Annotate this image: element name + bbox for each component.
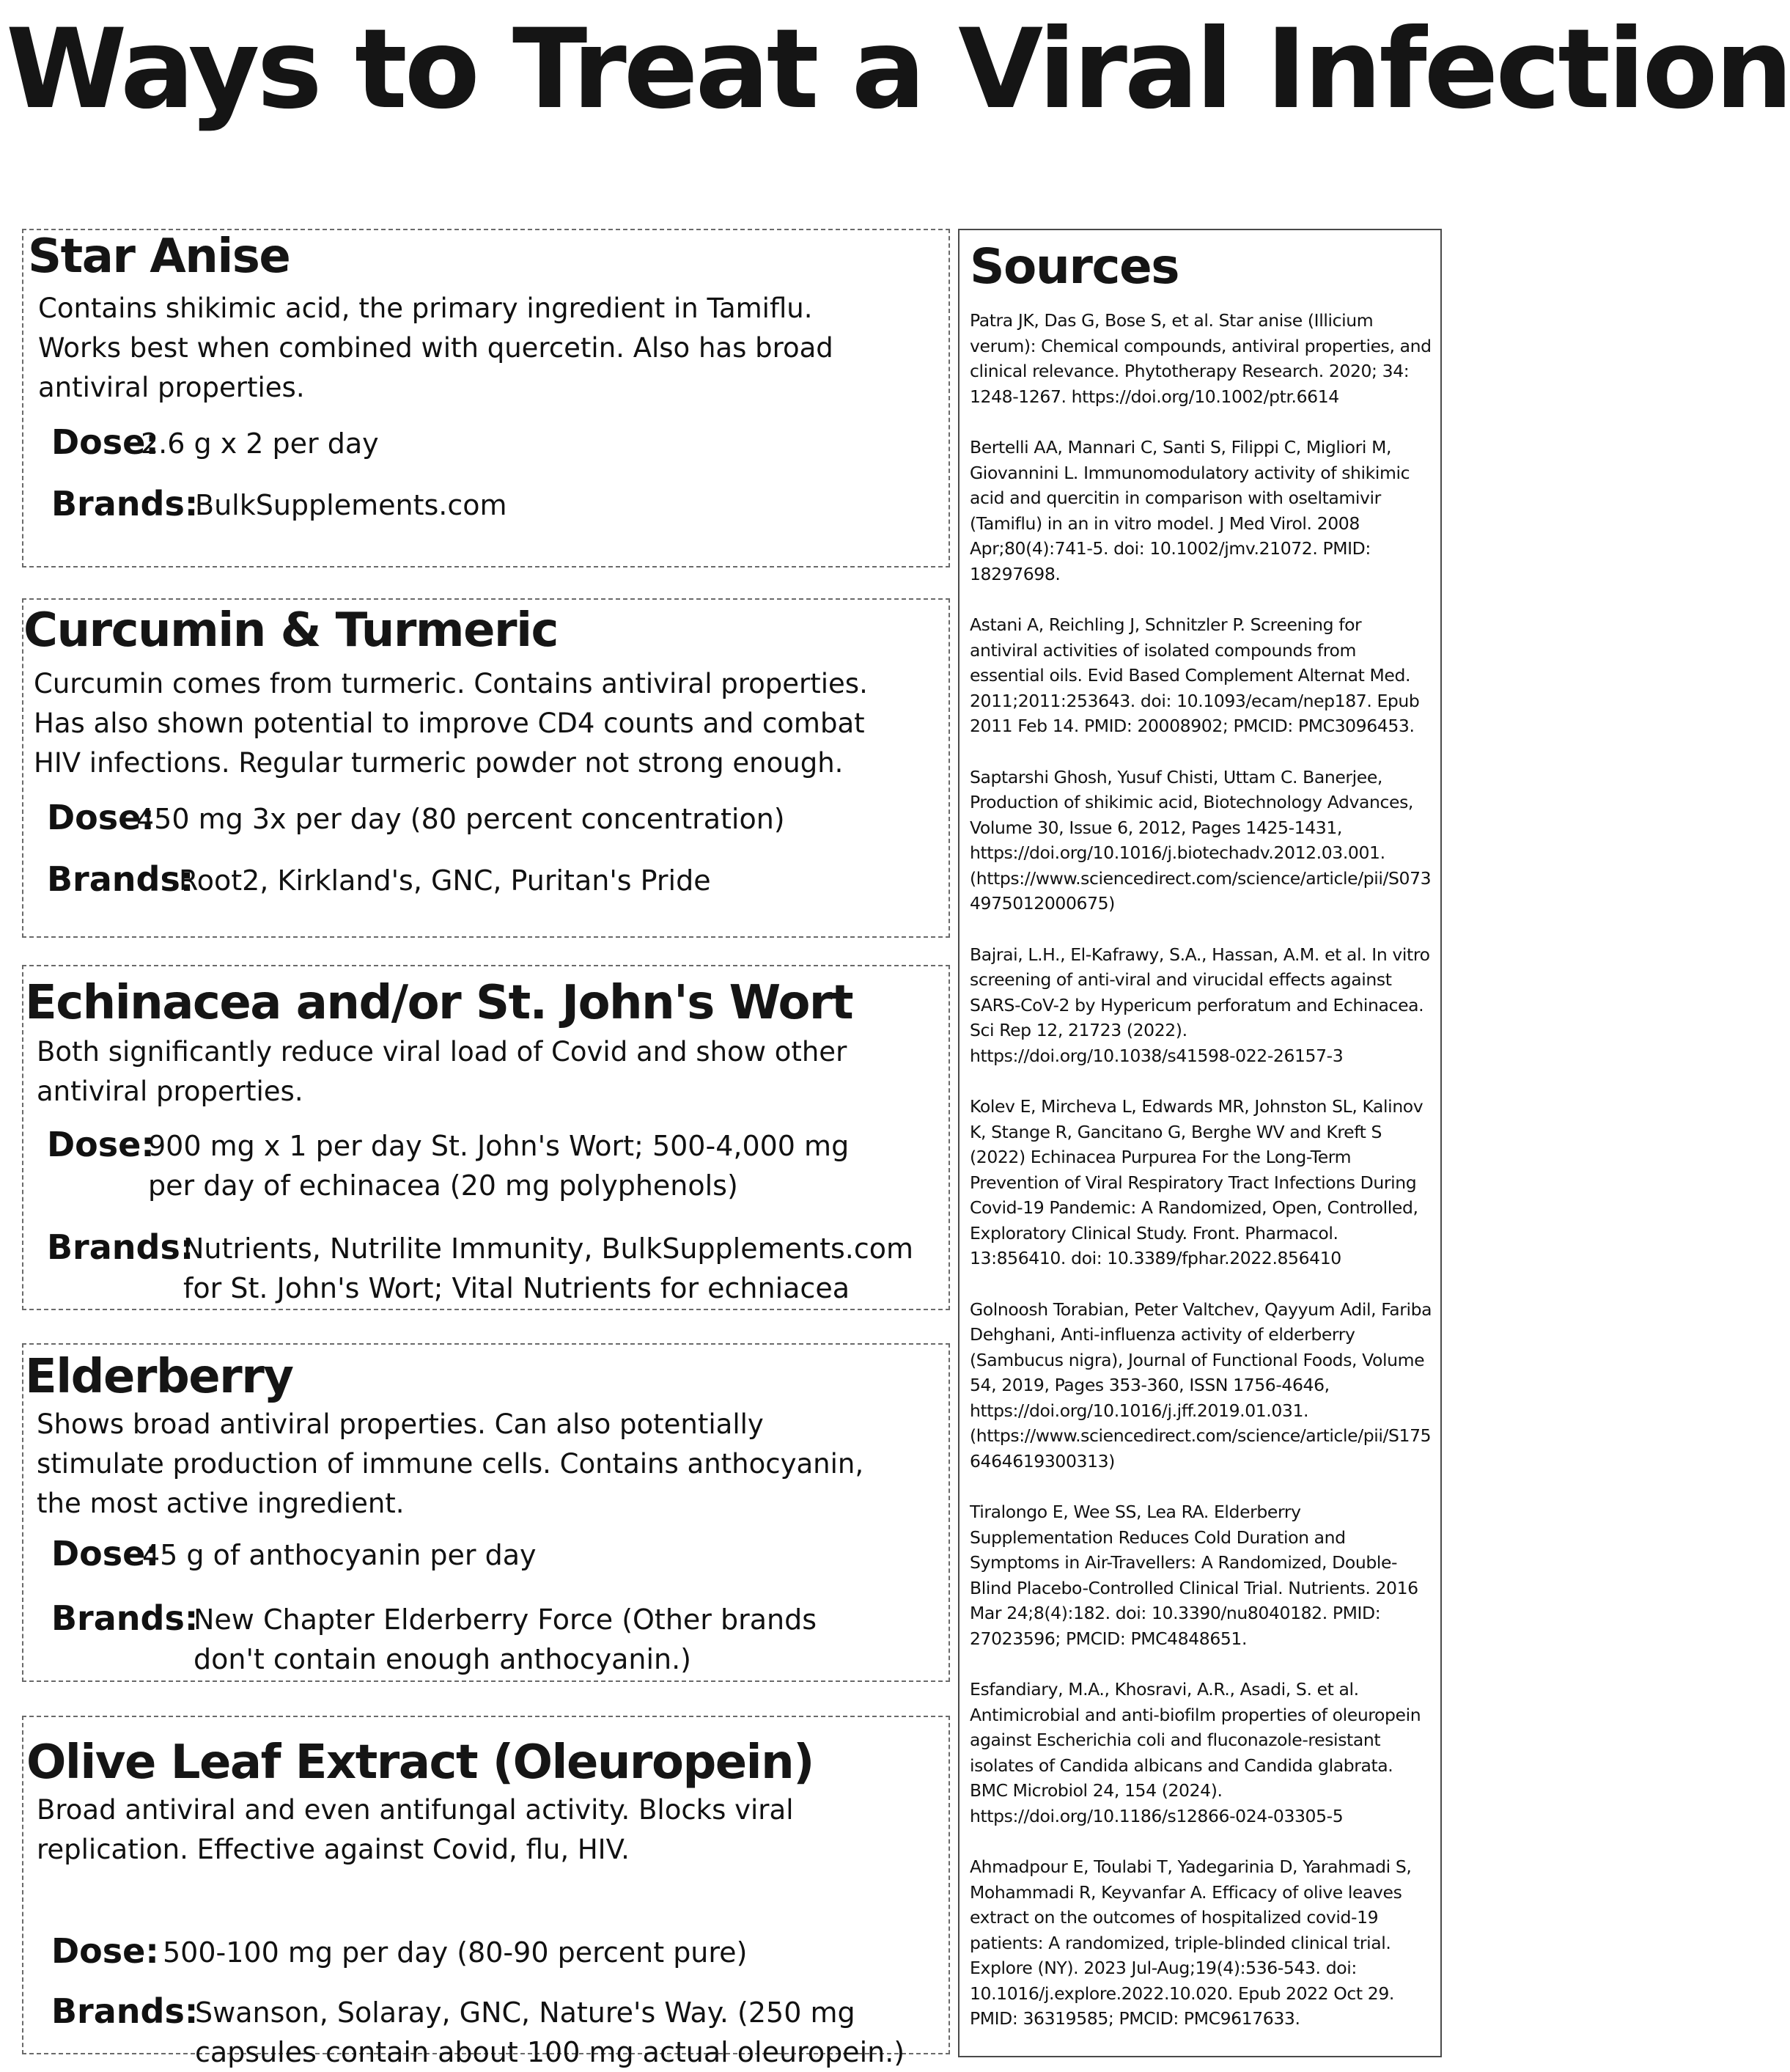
dose-row	[51, 422, 379, 463]
reference-item: Kolev E, Mircheva L, Edwards MR, Johnston SL, Kalinov K, Stange R, Gancitano G, Berghe WV and Kreft S (2022) Echinacea Purpurea For the Long-Term Prevention of Viral Respiratory Tract Infections During Covid-19 Pandemic: A Randomized, Open, Controlled, Exploratory Clinical Study. Front. Pharmacol. 13:856410. doi: 10.3389/fphar.2022.856410	[970, 1096, 1423, 1268]
treatment-card-echinacea	[22, 965, 950, 1310]
treatment-card-elderberry	[22, 1343, 950, 1682]
brands-row	[51, 484, 507, 525]
treatment-description: Broad antiviral and even antifungal activity. Blocks viral replication. Effective against Covid, flu, HIV.	[37, 1794, 794, 1865]
reference-item: Astani A, Reichling J, Schnitzler P. Screening for antiviral activities of isolated compounds from essential oils. Evid Based Complement Alternat Med. 2011;2011:253643. doi: 10.1093/ecam/nep187. Epub 2011 Feb 14. PMID: 20008902; PMCID: PMC3096453.	[970, 614, 1420, 736]
reference-item: Tiralongo E, Wee SS, Lea RA. Elderberry Supplementation Reduces Cold Duration and Symptoms in Air-Travellers: A Randomized, Double-Blind Placebo-Controlled Clinical Trial. Nutrients. 2016 Mar 24;8(4):182. doi: 10.3390/nu8040182. PMID: 27023596; PMCID: PMC4848651.	[970, 1502, 1418, 1649]
reference-item: Esfandiary, M.A., Khosravi, A.R., Asadi, S. et al. Antimicrobial and anti-biofilm properties of oleuropein against Escherichia coli and fluconazole-resistant isolates of Candida albicans and Candida glabrata. BMC Microbiol 24, 154 (2024). https://doi.org/10.1186/s12866-024-03305-5	[970, 1679, 1421, 1826]
dose-value: 900 mg x 1 per day St. John's Wort; 500-4,000 mg per day of echinacea (20 mg polyphenols)	[148, 1130, 850, 1202]
treatment-card-curcumin	[22, 598, 950, 938]
brands-row	[51, 1991, 905, 2072]
dose-value: 500-100 mg per day (80-90 percent pure)	[163, 1936, 748, 1969]
reference-item: Golnoosh Torabian, Peter Valtchev, Qayyum Adil, Fariba Dehghani, Anti-influenza activity of elderberry (Sambucus nigra), Journal of Functional Foods, Volume 54, 2019, Pages 353-360, ISSN 1756-4646, https://doi.org/10.1016/j.jff.2019.01.031. (https://www.sciencedirect.com/science/article/pii/S1756464619300313)	[970, 1298, 1432, 1472]
treatment-name: Curcumin & Turmeric	[23, 603, 558, 658]
treatment-card-olive-leaf	[22, 1716, 950, 2068]
dose-label: Dose:	[51, 1534, 159, 1573]
dose-value: 45 g of anthocyanin per day	[142, 1539, 537, 1571]
treatment-card-star-anise	[22, 229, 950, 567]
brands-label: Brands:	[51, 484, 199, 523]
dose-value: 2.6 g x 2 per day	[141, 427, 379, 460]
brands-row	[51, 1598, 817, 1679]
dose-label: Dose:	[51, 1931, 159, 1971]
treatment-name: Elderberry	[25, 1350, 293, 1404]
reference-item: Patra JK, Das G, Bose S, et al. Star anise (Illicium verum): Chemical compounds, antiviral properties, and clinical relevance. Phytotherapy Research. 2020; 34: 1248-1267. https://doi.org/10.1002/ptr.6614	[970, 310, 1432, 407]
treatment-name: Olive Leaf Extract (Oleuropein)	[26, 1735, 814, 1790]
dose-label: Dose:	[51, 422, 159, 462]
brands-value: Root2, Kirkland's, GNC, Puritan's Pride	[179, 864, 711, 897]
brands-label: Brands:	[51, 1598, 199, 1638]
brands-label: Brands:	[51, 1991, 199, 2031]
treatment-name: Echinacea and/or St. John's Wort	[25, 976, 853, 1030]
reference-item: Ahmadpour E, Toulabi T, Yadegarinia D, Yarahmadi S, Mohammadi R, Keyvanfar A. Efficacy of olive leaves extract on the outcomes of hospitalized covid-19 patients: A randomized, triple-blinded clinical trial. Explore (NY). 2023 Jul-Aug;19(4):536-543. doi: 10.1016/j.explore.2022.10.020. Epub 2022 Oct 29. PMID: 36319585; PMCID: PMC9617633.	[970, 1856, 1412, 2029]
page-title: Ways to Treat a Viral Infection	[6, 6, 1790, 133]
brands-row	[47, 1227, 913, 1308]
reference-item: Bajrai, L.H., El-Kafrawy, S.A., Hassan, A.M. et al. In vitro screening of anti-viral and virucidal effects against SARS-CoV-2 by Hypericum perforatum and Echinacea. Sci Rep 12, 21723 (2022). https://doi.org/10.1038/s41598-022-26157-3	[970, 944, 1430, 1066]
sources-heading: Sources	[970, 238, 1179, 295]
dose-row	[51, 1931, 747, 1972]
brands-value: Nutrients, Nutrilite Immunity, BulkSupplements.com for St. John's Wort; Vital Nutrients for echniacea	[183, 1232, 913, 1304]
brands-value: BulkSupplements.com	[195, 489, 507, 521]
reference-item: Bertelli AA, Mannari C, Santi S, Filippi C, Migliori M, Giovannini L. Immunomodulatory activity of shikimic acid and quercitin in comparison with oseltamivir (Tamiflu) in an in vitro model. J Med Virol. 2008 Apr;80(4):741-5. doi: 10.1002/jmv.21072. PMID: 18297698.	[970, 437, 1410, 584]
dose-row	[47, 798, 785, 839]
treatment-description: Curcumin comes from turmeric. Contains antiviral properties. Has also shown potential to improve CD4 counts and combat HIV infections. Regular turmeric powder not strong enough.	[34, 668, 868, 779]
treatment-description: Shows broad antiviral properties. Can also potentially stimulate production of immune cells. Contains anthocyanin, the most active ingredient.	[37, 1408, 864, 1519]
brands-label: Brands:	[47, 859, 194, 899]
treatment-description: Contains shikimic acid, the primary ingredient in Tamiflu. Works best when combined with quercetin. Also has broad antiviral properties.	[38, 293, 833, 403]
dose-value: 450 mg 3x per day (80 percent concentration)	[136, 803, 785, 835]
reference-item: Saptarshi Ghosh, Yusuf Chisti, Uttam C. Banerjee, Production of shikimic acid, Biotechnology Advances, Volume 30, Issue 6, 2012, Pages 1425-1431, https://doi.org/10.1016/j.biotechadv.2012.03.001. (https://www.sciencedirect.com/science/article/pii/S0734975012000675)	[970, 766, 1432, 914]
dose-label: Dose:	[47, 798, 155, 837]
brands-row	[47, 859, 711, 900]
treatment-description: Both significantly reduce viral load of Covid and show other antiviral properties.	[37, 1036, 847, 1107]
sources-panel	[958, 229, 1442, 2057]
dose-row	[47, 1125, 849, 1205]
brands-value: New Chapter Elderberry Force (Other brands don't contain enough anthocyanin.)	[194, 1603, 817, 1675]
reference-list	[970, 308, 1433, 2057]
brands-value: Swanson, Solaray, GNC, Nature's Way. (250 mg capsules contain about 100 mg actual oleuropein.)	[195, 1996, 905, 2068]
dose-row	[51, 1534, 537, 1575]
treatment-name: Star Anise	[28, 229, 290, 284]
dose-label: Dose:	[47, 1125, 155, 1164]
brands-label: Brands:	[47, 1227, 194, 1267]
